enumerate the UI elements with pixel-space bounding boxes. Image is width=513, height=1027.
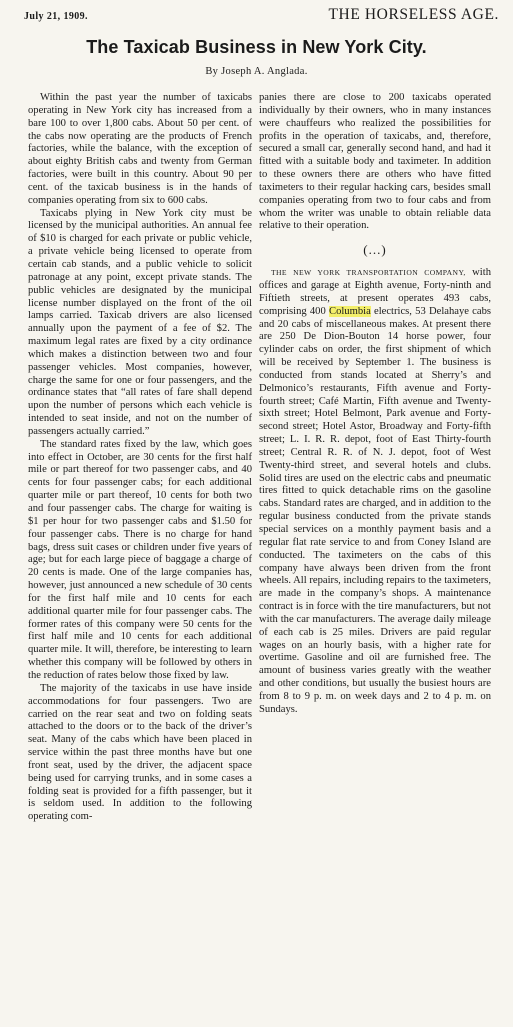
paragraph-continuation: panies there are close to 200 taxicabs operated individually by their owners, who in many instances were chauffeurs who realized the possibilities for profits in the operation of taxicabs, and, therefore, secured a small car, generally second hand, and had it fitted with a suitable body and taximeter. In addition to these owners there are others who have fitted taximeters to their regular hacking cars, besides small companies operating from two to four cabs and from whom the writer was unable to obtain reliable data relative to their operation. [259,92,491,232]
highlighted-word: Columbia [329,305,371,317]
section-body-part-1: with offices and garage at Eighth avenue, Forty-ninth and Fiftieth streets, at present operates 493 cabs, comprising 400 [259,267,491,317]
running-head [24,6,499,28]
omission-marker: (...) [363,242,387,258]
section-body-part-2: electrics, 53 Delahaye cabs and 20 cabs of miscellaneous makes. At present there are 250 De Dion-Bouton 14 horse power, four cylinder cabs on order, the first shipment of which will be received by September 1. The business is conducted from stands located at Sherry’s and Delmonico’s restaurants, Fifth avenue and Forty-fourth street; Café Martin, Fifth avenue and Twenty-sixth street; Hotel Belmont, Park avenue and Forty-second street; Hotel Astor, Broadway and Forty-fifth street; L. I. R. R. depot, foot of East Thirty-fourth street; Central R. R. of N. J. depot, foot of West Twenty-third street, and several hotels and clubs. Solid tires are used on the electric cabs and pneumatic tires fitted to quick detachable rims on the gasoline cabs. Standard rates are charged, and in addition to the regular business conducted from the private stands special services on a monthly payment basis and a regular flat rate service to and from Coney Island are conducted. The taximeters on the cabs of this company have always been driven from the front wheels. All repairs, including repairs to the taximeters, are made in the company’s shops. A maintenance contract is in force with the tire manufacturers, but not with the car manufacturers. The average daily mileage of each cab is 25 miles. Drivers are paid regular wages on an hourly basis, with a higher rate for overtime. Gasoline and oil are furnished free. The amount of business varies greatly with the weather and other conditions, but usually the busiest hours are from 8 to 9 p. m. on week days and 2 to 4 p. m. on Sundays. [259,305,492,715]
article-title: The Taxicab Business in New York City. [86,37,427,57]
paragraph-rates: The standard rates fixed by the law, which goes into effect in October, are 30 cents for the first half mile or part thereof for two passenger cabs, and 40 cents for four passenger cabs; for each additional quarter mile or part thereof, 10 cents for both two and four passenger cabs. The charge for waiting is $1 per hour for two passenger cabs and $1.50 for four passenger cabs. There is no charge for hand bags, dress suit cases or children under five years of age; but for each large piece of baggage a charge of 20 cents is made. One of the large companies has, however, just announced a new schedule of 30 cents for the first half mile and 10 cents for each additional quarter mile for four passenger cabs. The former rates of this company were 50 cents for the first half mile and 10 cents for each additional quarter mile. It will, therefore, be interesting to learn whether this company will be followed by others in the reduction of rates below those fixed by law. [28,438,252,681]
left-column [28,92,252,824]
paragraph-accommodations: The majority of the taxicabs in use have inside accommodations for four passengers. Two are carried on the rear seat and two on folding seats attached to the doors or to the back of the driver’s seat. Many of the cabs which have been placed in service within the past three months have but one front seat, used by the driver, the adjacent space being used for carrying trunks, and in some cases a folding seat is provided for a fifth passenger, but it is seldom used. In addition to the following operating com- [28,682,252,823]
issue-date: July 21, 1909. [24,11,88,22]
paragraph-intro: Within the past year the number of taxicabs operating in New York city has increased from a bare 100 to over 1,800 cabs. About 50 per cent. of the cabs now operating are the products of French factories, while the balance, with the exception of about eighty British cabs and twenty from German factories, were built in this country. About 90 per cent. of the taxicab business is in the hands of companies operating from six to 600 cabs. [28,92,252,206]
journal-name: THE HORSELESS AGE. [328,6,499,23]
article-byline: By Joseph A. Anglada. [205,66,308,77]
paragraph-ny-transportation [259,267,491,717]
section-lead-company: THE NEW YORK TRANSPORTATION COMPANY, [271,268,466,278]
paragraph-licensing: Taxicabs plying in New York city must be licensed by the municipal authorities. An annual fee of $10 is charged for each private or public vehicle, a private vehicle being licensed to operate from certain cab stands, and a public vehicle to solicit patronage at any point, except private stands. The public vehicles are designated by the municipal license number displayed on the front of the oil lamps carried. Taxicab drivers are also licensed annually upon the payment of a fee of $2. The maximum legal rates are fixed by a city ordinance which makes a distinction between two and four passenger vehicles. Most companies, however, charge the same for one or four passengers, and the ordinance states that “all rates of fare shall depend upon the number of persons which each vehicle is intended to seat inside, and not on the number of passengers actually carried.” [28,207,252,437]
right-column [259,92,491,717]
